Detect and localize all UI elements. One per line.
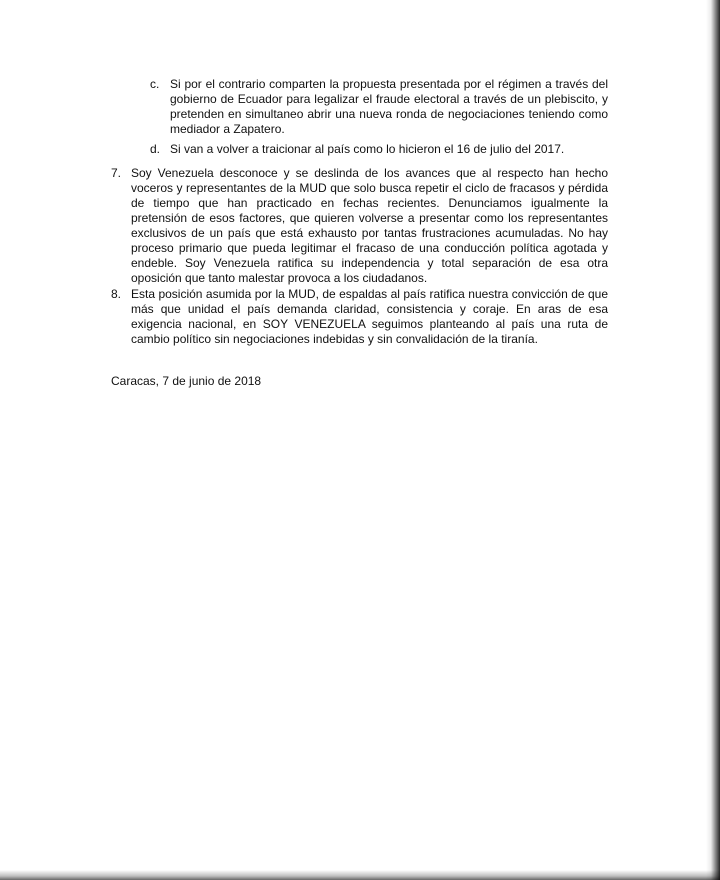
item-text: Soy Venezuela desconoce y se deslinda de los avances que al respecto han hecho voceros y representantes de la MUD que solo busca repetir el ciclo de fracasos y pérdida de tiempo que han practicado en fechas recientes. Denunciamos igualmente la pretensión de esos factores, que quieren volverse a presentar como los representantes exclusivos de un país que está exhausto por tantas frustraciones acumuladas. No hay proceso primario que pueda legitimar el fracaso de una conducción política agotada y endeble. Soy Venezuela ratifica su independencia y total separación de esa otra oposición que tanto malestar provoca a los ciudadanos. bbox=[131, 166, 608, 285]
list-item-8 bbox=[111, 287, 608, 347]
page-edge-shadow-right bbox=[706, 0, 720, 880]
item-text: Si van a volver a traicionar al país como lo hicieron el 16 de julio del 2017. bbox=[170, 142, 565, 156]
item-marker: c. bbox=[150, 77, 160, 91]
item-text: Esta posición asumida por la MUD, de espaldas al país ratifica nuestra convicción de que más que unidad el país demanda claridad, consistencia y coraje. En aras de esa exigencia nacional, en SOY VENEZUELA seguimos planteando al país una ruta de cambio político sin negociaciones indebidas y sin convalidación de la tiranía. bbox=[131, 287, 608, 346]
item-marker: 7. bbox=[111, 166, 122, 180]
list-item-c bbox=[150, 77, 608, 137]
item-text: Si por el contrario comparten la propuesta presentada por el régimen a través del gobierno de Ecuador para legalizar el fraude electoral a través de un plebiscito, y pretenden en simultaneo abrir una nueva ronda de negociaciones teniendo como mediador a Zapatero. bbox=[170, 77, 608, 136]
list-item-7 bbox=[111, 166, 608, 286]
page-edge-shadow-bottom bbox=[0, 870, 720, 880]
list-item-d bbox=[150, 142, 608, 157]
item-marker: 8. bbox=[111, 287, 122, 301]
item-marker: d. bbox=[150, 142, 161, 156]
closing-date: Caracas, 7 de junio de 2018 bbox=[111, 374, 262, 388]
